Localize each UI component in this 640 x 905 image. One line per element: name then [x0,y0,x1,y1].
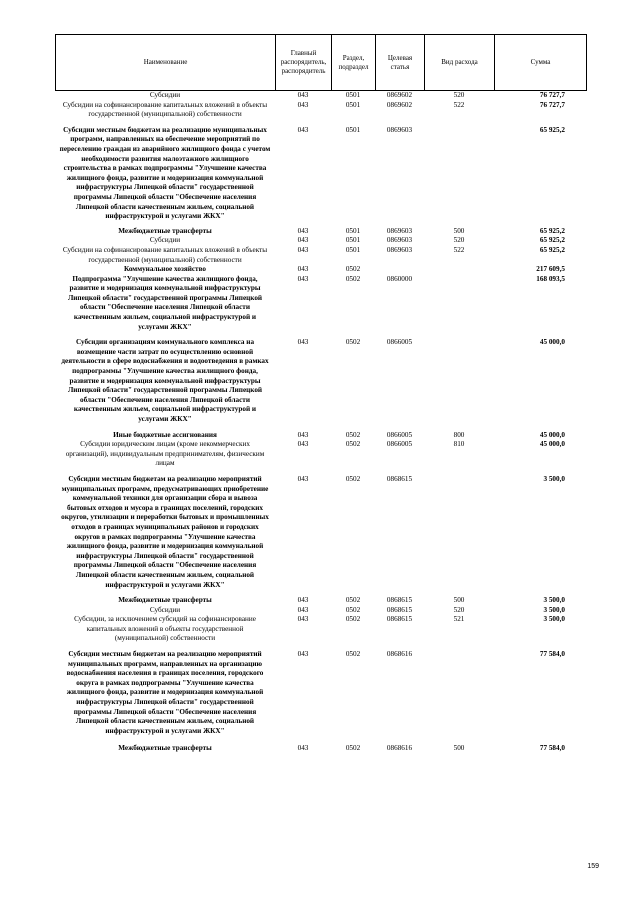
budget-table [55,34,586,754]
row-name: Иные бюджетные ассигнования [113,430,217,439]
row-vr: 522 [453,245,465,254]
row-cs [375,265,424,275]
row-glav: 043 [297,100,309,109]
row-glav: 043 [297,605,309,614]
row-name: Субсидии на софинансирование капитальных вложений в объекты государственной (муниципальной) собственности [62,100,268,119]
row-cs: 0869603 [386,245,413,254]
row-sum: 3 500,0 [543,605,565,614]
row-sum: 76 727,7 [539,100,565,109]
row-vr: 522 [453,100,465,109]
row-razdel: 0502 [345,605,361,614]
row-razdel: 0501 [345,125,361,134]
table-row [55,236,586,246]
row-name: Субсидии местным бюджетам на реализацию мероприятий муниципальных программ, предусматривающих приобретение коммунальной техники для организации сбора и вывоза бытовых отходов и мусора в границах поселений, городских округов, утилизации и переработки бытовых и промышленных отходов в границах муниципальных районов и городских округов в рамках подпрограммы "Улучшение качества жилищного фонда, развитие и модернизация коммунальной инфраструктуры Липецкой области" государственной программы Липецкой области "Обеспечение населения Липецкой области качественным жильем, социальной инфраструктурой и услугами ЖКХ" [61,474,269,589]
row-vr: 500 [453,226,465,235]
row-razdel: 0502 [345,744,361,753]
row-sum: 65 925,2 [539,226,565,235]
row-cs: 0868616 [386,650,413,659]
header-cs: Целевая статья [376,35,425,91]
row-glav: 043 [297,596,309,605]
row-sum: 3 500,0 [543,474,565,483]
table-row [55,275,586,333]
row-glav: 043 [297,430,309,439]
row-sum: 77 584,0 [539,744,565,753]
row-vr [424,126,494,222]
row-razdel: 0502 [345,615,361,624]
row-razdel: 0501 [345,226,361,235]
row-vr: 500 [453,744,465,753]
row-sum: 65 925,2 [539,245,565,254]
row-cs: 0869603 [386,125,413,134]
row-glav: 043 [297,474,309,483]
row-cs: 0866005 [386,338,413,347]
row-glav: 043 [297,615,309,624]
table-row [55,338,586,424]
row-cs: 0868615 [386,474,413,483]
row-razdel: 0502 [345,596,361,605]
row-glav: 043 [297,226,309,235]
row-cs: 0869602 [386,100,413,109]
row-vr [424,265,494,275]
row-cs: 0860000 [386,274,413,283]
row-razdel: 0502 [345,440,361,449]
header-name: Наименование [56,35,276,91]
row-vr: 800 [453,430,465,439]
row-glav: 043 [297,245,309,254]
row-sum: 168 093,5 [536,274,565,283]
table-row [55,101,586,120]
table-header [55,34,587,91]
header-razdel: Раздел, подраздел [332,35,376,91]
row-cs: 0868615 [386,596,413,605]
row-glav: 043 [297,236,309,245]
row-cs: 0868615 [386,605,413,614]
row-razdel: 0501 [345,100,361,109]
table-row [55,227,586,237]
row-name: Субсидии на софинансирование капитальных вложений в объекты государственной (муниципальной) собственности [62,245,268,264]
row-vr: 520 [453,605,465,614]
row-name: Межбюджетные трансферты [118,744,212,753]
row-name: Субсидии, за исключением субсидий на софинансирование капитальных вложений в объекты государственной (муниципальной) собственности [74,615,256,643]
table-row [55,650,586,736]
row-glav: 043 [297,744,309,753]
row-name: Межбюджетные трансферты [118,226,212,235]
row-glav: 043 [297,274,309,283]
row-vr [424,650,494,736]
row-sum: 77 584,0 [539,650,565,659]
row-sum: 65 925,2 [539,125,565,134]
table-row [55,596,586,606]
row-cs: 0868616 [386,744,413,753]
table-row [55,246,586,265]
row-razdel: 0501 [345,91,361,99]
row-glav: 043 [297,125,309,134]
row-vr: 500 [453,596,465,605]
header-vr: Вид расхода [425,35,495,91]
row-cs: 0869603 [386,226,413,235]
row-name: Коммунальное хозяйство [123,265,207,274]
row-razdel: 0502 [345,474,361,483]
row-name: Субсидии местным бюджетам на реализацию мероприятий муниципальных программ, направленных на организацию водоснабжения населения в границах поселения, городского округа в рамках подпрограммы "Улучшение качества жилищного фонда, развитие и модернизация коммунальной инфраструктуры Липецкой области" государственной программы Липецкой области "Обеспечение населения Липецкой области качественным жильем, социальной инфраструктурой и услугами ЖКХ" [66,650,264,735]
page-number: 159 [587,863,599,870]
table-row [55,615,586,644]
row-razdel: 0501 [345,245,361,254]
row-vr [424,475,494,590]
row-sum: 45 000,0 [539,440,565,449]
row-cs: 0869603 [386,236,413,245]
table-row [55,475,586,590]
row-sum: 76 727,7 [539,91,565,99]
row-razdel: 0502 [345,274,361,283]
row-razdel: 0501 [345,236,361,245]
row-glav: 043 [297,338,309,347]
row-vr: 810 [453,440,465,449]
row-sum: 65 925,2 [539,236,565,245]
row-sum: 45 000,0 [539,430,565,439]
row-vr: 520 [453,236,465,245]
row-glav: 043 [297,440,309,449]
row-cs: 0868615 [386,615,413,624]
row-vr: 521 [453,615,465,624]
row-name: Межбюджетные трансферты [118,596,212,605]
header-glav: Главный распорядитель, распорядитель [276,35,332,91]
row-glav: 043 [297,91,309,99]
table-row [55,440,586,469]
row-name: Субсидии [149,605,181,614]
row-sum: 217 609,5 [536,265,565,274]
row-name: Субсидии [149,236,181,245]
row-name: Субсидии юридическим лицам (кроме некоммерческих организаций), индивидуальным предпринимателям, физическим лицам [65,440,265,468]
row-glav: 043 [297,650,309,659]
table-row [55,265,586,275]
row-name: Подпрограмма "Улучшение качества жилищного фонда, развитие и модернизация коммунальной инфраструктуры Липецкой области" государственной программы Липецкой области "Обеспечение населения Липецкой области качественным жильем, социальной инфраструктурой и услугами ЖКХ" [67,274,263,331]
table-body [55,91,586,754]
table-row [55,431,586,441]
row-name: Субсидии местным бюджетам на реализацию муниципальных программ, направленных на обеспечение мероприятий по переселению граждан из аварийного жилищного фонда с учетом необходимости развития малоэтажного жилищного строительства в рамках подпрограммы "Улучшение качества жилищного фонда, развитие и модернизация коммунальной инфраструктуры Липецкой области" государственной программы Липецкой области "Обеспечение населения Липецкой области качественным жильем, социальной инфраструктурой и услугами ЖКХ" [59,125,271,221]
row-vr [424,338,494,424]
table-row [55,744,586,754]
row-sum: 45 000,0 [539,338,565,347]
row-razdel: 0502 [345,650,361,659]
row-cs: 0866005 [386,440,413,449]
row-razdel: 0502 [345,430,361,439]
row-sum: 3 500,0 [543,615,565,624]
table-row [55,606,586,616]
row-name: Субсидии [149,91,181,99]
table-row [55,91,586,101]
row-cs: 0869602 [386,91,413,99]
row-razdel: 0502 [345,265,361,274]
row-cs: 0866005 [386,430,413,439]
row-glav: 043 [297,265,309,274]
row-sum: 3 500,0 [543,596,565,605]
table-row [55,126,586,222]
row-razdel: 0502 [345,338,361,347]
row-vr: 520 [453,91,465,99]
row-vr [424,275,494,333]
row-name: Субсидии организациям коммунального комплекса на возмещение части затрат по осуществлению основной деятельности в сфере водоснабжения и водоотведения в рамках подпрограммы "Улучшение качества жилищного фонда, развитие и модернизация коммунальной инфраструктуры Липецкой области" государственной программы Липецкой области "Обеспечение населения Липецкой области качественным жильем, социальной инфраструктурой и услугами ЖКХ" [61,338,269,423]
header-sum: Сумма [495,35,587,91]
